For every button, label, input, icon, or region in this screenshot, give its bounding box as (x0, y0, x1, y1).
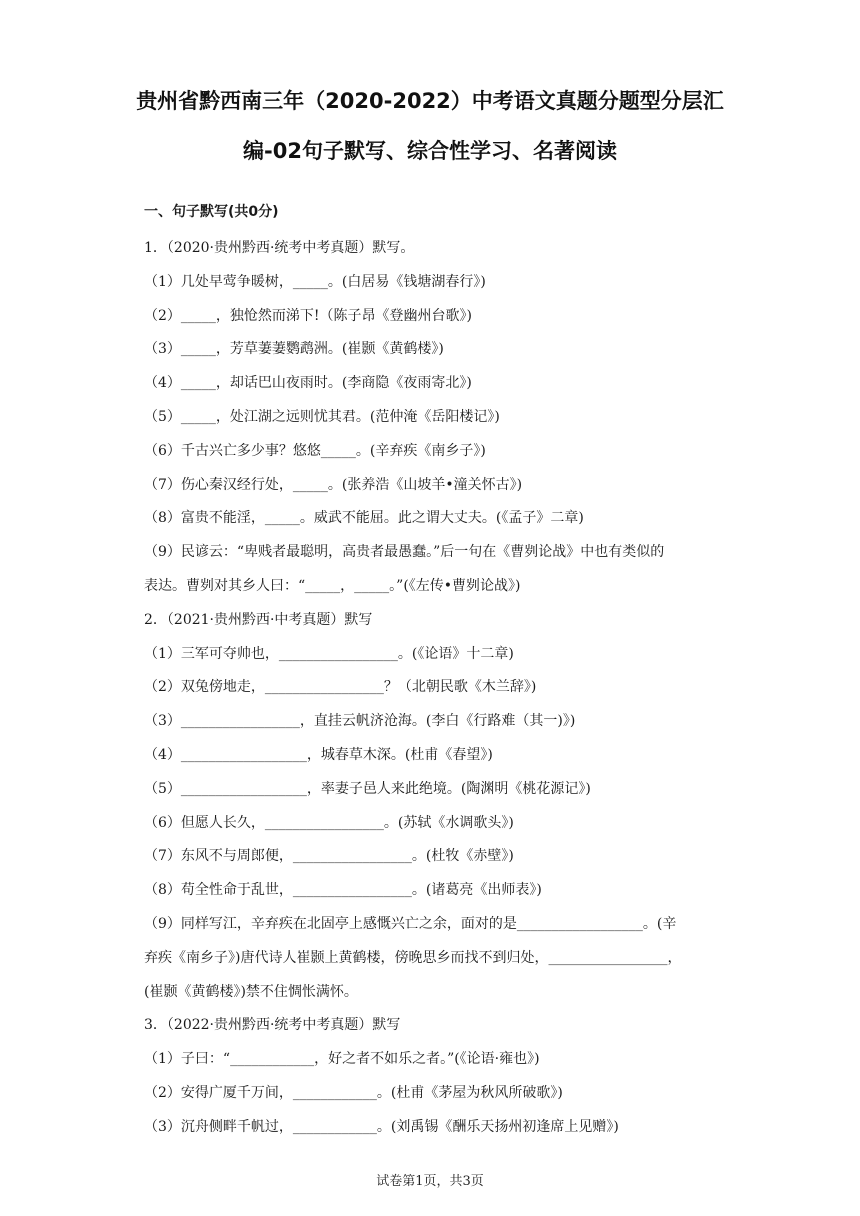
question-line: （1）几处早莺争暖树，_____。(白居易《钱塘湖春行》) (144, 273, 486, 290)
question-body (144, 232, 714, 1145)
question-line: （7）伤心秦汉经行处，_____。(张养浩《山坡羊•潼关怀古》) (144, 476, 523, 493)
question-line: 3．（2022·贵州黔西·统考中考真题）默写 (144, 1017, 401, 1034)
question-line: (崔颢《黄鹤楼》)禁不住惆怅满怀。 (144, 983, 358, 1000)
page-footer: 试卷第1页，共3页 (376, 1174, 484, 1189)
section-heading: 一、句子默写(共0分) (144, 204, 279, 220)
question-line: （2）安得广厦千万间，____________。(杜甫《茅屋为秋风所破歌》) (144, 1084, 563, 1101)
question-line: （3）_________________，直挂云帆济沧海。(李白《行路难（其一)》) (144, 713, 576, 730)
title-line-1: 贵州省黔西南三年（2020-2022）中考语文真题分题型分层汇 (136, 89, 724, 113)
question-line: （7）东风不与周郎便，_________________。(杜牧《赤壁》) (144, 848, 514, 865)
question-line: （3）_____，芳草萋萋鹦鹉洲。(崔颢《黄鹤楼》) (144, 341, 444, 358)
question-line: （8）富贵不能淫，_____。威武不能屈。此之谓大丈夫。(《孟子》二章) (144, 510, 584, 527)
question-line: （6）千古兴亡多少事？悠悠_____。(辛弃疾《南乡子》) (144, 442, 486, 459)
question-line: （5）__________________，率妻子邑人来此绝境。(陶渊明《桃花源记》) (144, 780, 591, 797)
question-line: （4）_____，却话巴山夜雨时。(李商隐《夜雨寄北》) (144, 375, 472, 392)
question-line: 表达。曹刿对其乡人曰：“_____，_____。”(《左传•曹刿论战》) (144, 577, 521, 594)
question-line: （3）沉舟侧畔千帆过，____________。(刘禹锡《酬乐天扬州初逢席上见赠》) (144, 1118, 619, 1135)
question-line: （6）但愿人长久，_________________。(苏轼《水调歌头》) (144, 814, 514, 831)
question-line: （9）同样写江，辛弃疾在北固亭上感慨兴亡之余，面对的是__________________。(辛 (144, 915, 677, 932)
question-line: 2．（2021·贵州黔西·中考真题）默写 (144, 611, 373, 628)
title-line-2: 编-02句子默写、综合性学习、名著阅读 (243, 139, 617, 163)
page-title (120, 76, 740, 176)
question-line: （9）民谚云：“卑贱者最聪明，高贵者最愚蠢。”后一句在《曹刿论战》中也有类似的 (144, 544, 665, 561)
question-line: （5）_____，处江湖之远则忧其君。(范仲淹《岳阳楼记》) (144, 408, 500, 425)
question-line: （8）苟全性命于乱世，_________________。(诸葛亮《出师表》) (144, 882, 542, 899)
question-line: （2）双兔傍地走，_________________？（北朝民歌《木兰辞》) (144, 679, 537, 696)
question-line: （1）子曰：“____________，好之者不如乐之者。”(《论语·雍也》) (144, 1051, 540, 1068)
question-line: （2）_____，独怆然而涕下!（陈子昂《登幽州台歌》) (144, 307, 472, 324)
question-line: （1）三军可夺帅也，_________________。(《论语》十二章) (144, 645, 514, 662)
question-line: 1．（2020·贵州黔西·统考中考真题）默写。 (144, 240, 415, 256)
question-line: （4）__________________，城春草木深。(杜甫《春望》) (144, 746, 493, 763)
question-line: 弃疾《南乡子》)唐代诗人崔颢上黄鹤楼，傍晚思乡而找不到归处，_________________， (144, 949, 682, 966)
